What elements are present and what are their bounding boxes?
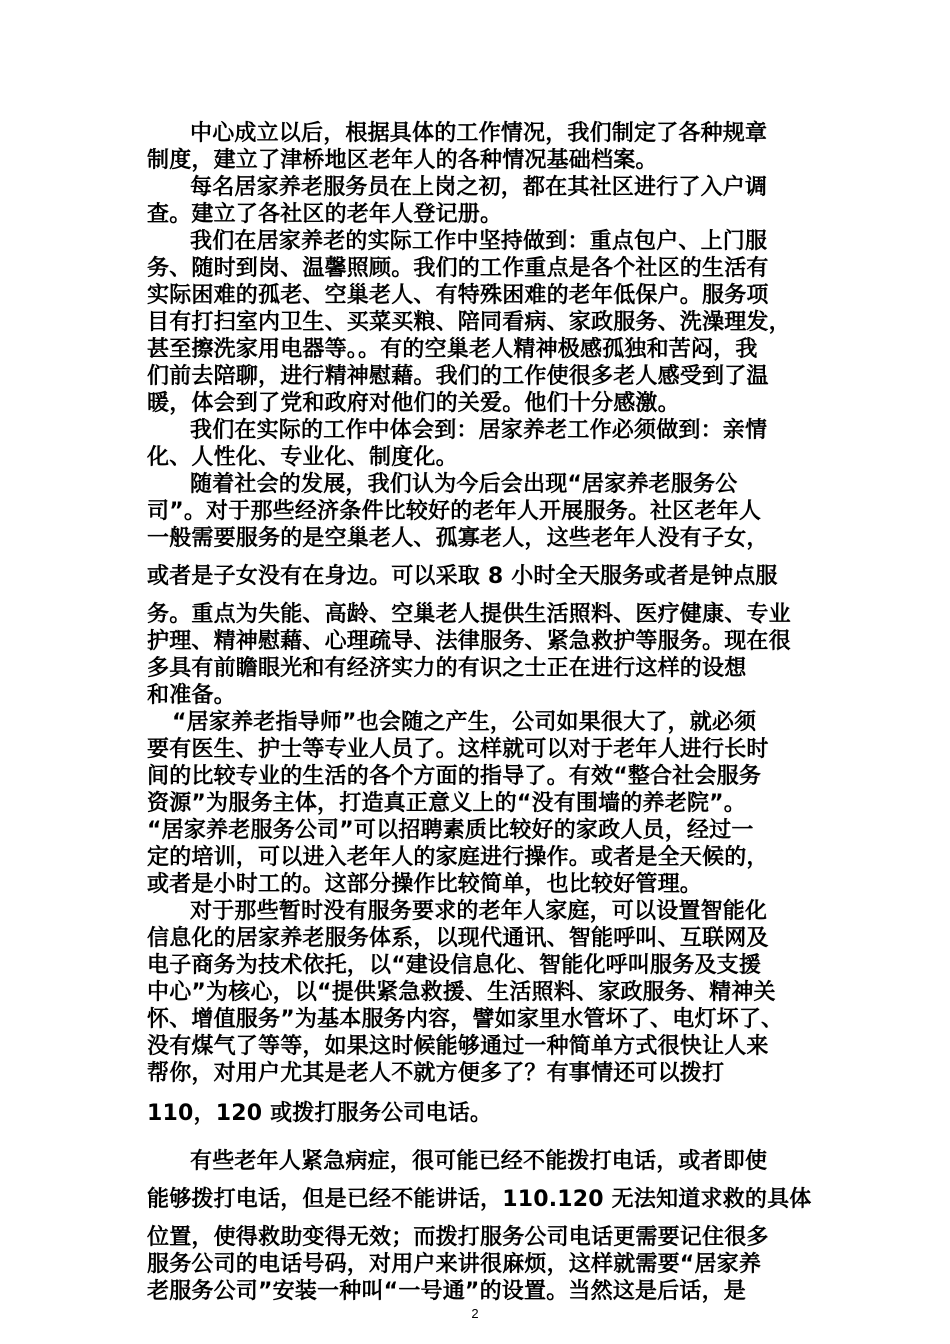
text-line: 制度，建立了津桥地区老年人的各种情况基础档案。 [147,148,658,173]
text-line: 要有医生、护士等专业人员了。这样就可以对于老年人进行长时 [147,737,769,762]
text-line: 位置，使得救助变得无效；而拨打服务公司电话更需要记住很多 [147,1225,769,1250]
text-line: 暖，体会到了党和政府对他们的关爱。他们十分感激。 [147,391,680,416]
text-line: 务。重点为失能、高龄、空巢老人提供生活照料、医疗健康、专业 [147,602,791,627]
text-line: 化、人性化、专业化、制度化。 [147,445,458,470]
text-line: 怀、增值服务”为基本服务内容，譬如家里水管坏了、电灯坏了、 [147,1007,784,1032]
text-line: 多具有前瞻眼光和有经济实力的有识之士正在进行这样的设想 [147,656,747,681]
text-line: 每名居家养老服务员在上岗之初，都在其社区进行了入户调 [190,175,768,200]
text-line: 实际困难的孤老、空巢老人、有特殊困难的老年低保户。服务项 [147,283,769,308]
text-line: 老服务公司”安装一种叫“一号通”的设置。当然这是后话，是 [147,1279,746,1304]
text-line: 我们在实际的工作中体会到：居家养老工作必须做到：亲情 [190,418,768,443]
text-line: 目有打扫室内卫生、买菜买粮、陪同看病、家政服务、洗澡理发， [147,310,791,335]
text-line: “居家养老服务公司”可以招聘素质比较好的家政人员，经过一 [147,818,754,843]
text-line: 间的比较专业的生活的各个方面的指导了。有效“整合社会服务 [147,764,762,789]
text-line: 和准备。 [147,683,236,708]
text-line: 对于那些暂时没有服务要求的老年人家庭，可以设置智能化 [190,899,768,924]
text-line: 资源”为服务主体，打造真正意义上的“没有围墙的养老院”。 [147,791,746,816]
text-line: 中心成立以后，根据具体的工作情况，我们制定了各种规章 [190,121,768,146]
text-line: 查。建立了各社区的老年人登记册。 [147,202,503,227]
text-line: 或者是子女没有在身边。可以采取 8 小时全天服务或者是钟点服 [147,564,778,589]
text-line: 司”。对于那些经济条件比较好的老年人开展服务。社区老年人 [147,499,762,524]
text-line: 护理、精神慰藉、心理疏导、法律服务、紧急救护等服务。现在很 [147,629,791,654]
text-line: 没有煤气了等等，如果这时候能够通过一种简单方式很快让人来 [147,1034,769,1059]
text-line: 信息化的居家养老服务体系，以现代通讯、智能呼叫、互联网及 [147,926,769,951]
text-line: 一般需要服务的是空巢老人、孤寡老人，这些老年人没有子女， [147,526,769,551]
text-line: 110，120 或拨打服务公司电话。 [147,1101,493,1126]
text-line: “居家养老指导师”也会随之产生，公司如果很大了，就必须 [172,710,757,735]
text-line: 或者是小时工的。这部分操作比较简单，也比较好管理。 [147,872,703,897]
text-line: 服务公司的电话号码，对用户来讲很麻烦，这样就需要“居家养 [147,1252,762,1277]
text-line: 我们在居家养老的实际工作中坚持做到：重点包户、上门服 [190,229,768,254]
text-line: 定的培训，可以进入老年人的家庭进行操作。或者是全天候的， [147,845,769,870]
text-line: 们前去陪聊，进行精神慰藉。我们的工作使很多老人感受到了温 [147,364,769,389]
text-line: 务、随时到岗、温馨照顾。我们的工作重点是各个社区的生活有 [147,256,769,281]
text-line: 能够拨打电话，但是已经不能讲话，110.120 无法知道求救的具体 [147,1187,812,1212]
text-line: 随着社会的发展，我们认为今后会出现“居家养老服务公 [190,472,738,497]
text-line: 有些老年人紧急病症，很可能已经不能拨打电话，或者即使 [190,1149,768,1174]
text-line: 甚至擦洗家用电器等。。有的空巢老人精神极感孤独和苦闷，我 [147,337,758,362]
text-line: 中心”为核心，以“提供紧急救援、生活照料、家政服务、精神关 [147,980,776,1005]
page-number: 2 [471,1306,479,1321]
text-line: 帮你，对用户尤其是老人不就方便多了？有事情还可以拨打 [147,1061,725,1086]
text-line: 电子商务为技术依托，以“建设信息化、智能化呼叫服务及支援 [147,953,762,978]
